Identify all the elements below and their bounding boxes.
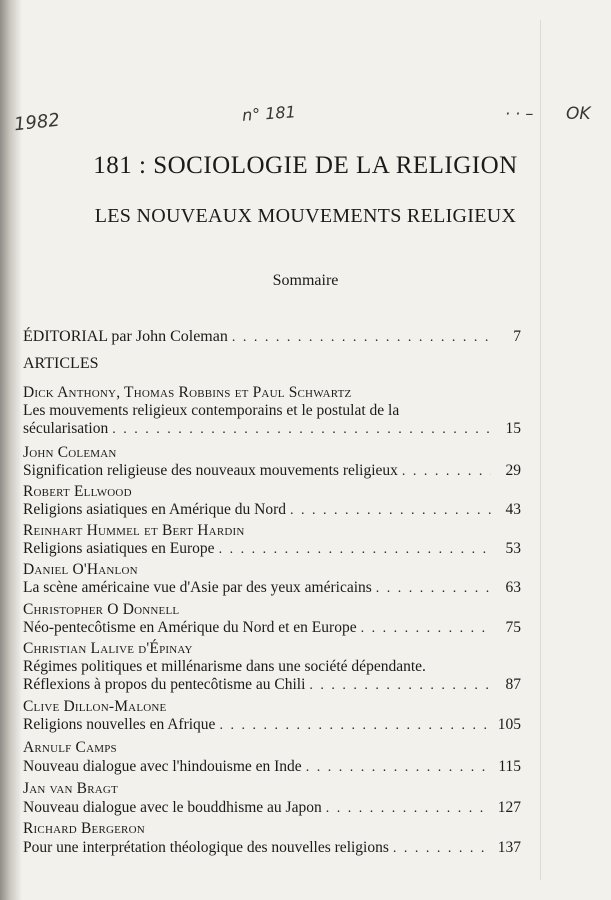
article-title: La scène américaine vue d'Asie par des yeux américains: [23, 579, 372, 596]
article-author: Clive Dillon-Malone: [23, 698, 167, 715]
dot-leader: [112, 425, 491, 435]
article-author: Daniel O'Hanlon: [23, 561, 138, 578]
article-author: Reinhart Hummel et Bert Hardin: [23, 522, 245, 539]
handwritten-marks: · · –: [505, 104, 534, 123]
toc-entry[interactable]: [23, 499, 521, 519]
article-title: Néo-pentecôtisme en Amérique du Nord et en Europe: [23, 619, 357, 636]
article-title-line[interactable]: Régimes politiques et millénarisme dans une société dépendante.: [23, 658, 426, 675]
dot-leader: [232, 333, 491, 343]
article-title-line: sécularisation: [23, 420, 109, 437]
page-number: 115: [498, 758, 521, 775]
page-number: 137: [497, 839, 521, 856]
article-author: Richard Bergeron: [23, 820, 145, 837]
dot-leader: [376, 584, 491, 594]
page-number: 127: [497, 799, 521, 816]
dot-leader: [402, 467, 491, 477]
page-number: 75: [505, 619, 521, 636]
toc-entry[interactable]: [23, 674, 521, 694]
toc-entry-editorial[interactable]: [23, 326, 521, 346]
dot-leader: [326, 804, 491, 814]
page-edge: [540, 20, 541, 880]
article-author: Christopher O Donnell: [23, 601, 180, 618]
article-title: Religions asiatiques en Europe: [23, 540, 215, 557]
dot-leader: [361, 624, 491, 634]
article-author: Christian Lalive d'Épinay: [23, 640, 193, 657]
article-author: John Coleman: [23, 444, 117, 461]
article-title: Nouveau dialogue avec l'hindouisme en Inde: [23, 758, 302, 775]
article-title: Pour une interprétation théologique des nouvelles religions: [23, 839, 389, 856]
dot-leader: [393, 844, 491, 854]
toc-entry[interactable]: [23, 538, 521, 558]
article-author: Jan van Bragt: [23, 780, 118, 797]
article-title: Signification religieuse des nouveaux mouvements religieux: [23, 462, 398, 479]
dot-leader: [306, 763, 491, 773]
book-spine-shadow: [0, 0, 22, 900]
article-author: Arnulf Camps: [23, 739, 117, 756]
toc-entry[interactable]: [23, 460, 521, 480]
section-heading-articles: ARTICLES: [23, 355, 99, 372]
dot-leader: [219, 545, 491, 555]
article-title: Religions asiatiques en Amérique du Nord: [23, 501, 287, 518]
dot-leader: [309, 681, 491, 691]
dot-leader: [219, 721, 491, 731]
toc-entry[interactable]: [23, 714, 521, 734]
toc-entry[interactable]: [23, 617, 521, 637]
page-number: 53: [505, 540, 521, 557]
handwritten-year: 1982: [13, 109, 61, 136]
toc-entry[interactable]: [23, 418, 521, 438]
toc-entry[interactable]: [23, 756, 521, 776]
toc-entry[interactable]: [23, 837, 521, 857]
page-number: 63: [505, 579, 521, 596]
article-author: Robert Ellwood: [23, 483, 132, 500]
page-subtitle: LES NOUVEAUX MOUVEMENTS RELIGIEUX: [94, 205, 517, 227]
article-title-line[interactable]: Les mouvements religieux contemporains et le postulat de la: [23, 402, 400, 419]
page-number: 105: [497, 716, 521, 733]
article-title-line: Réflexions à propos du pentecôtisme au Chili: [23, 676, 306, 693]
page-number: 29: [505, 462, 521, 479]
page-number: 7: [513, 328, 521, 345]
page-title: 181 : SOCIOLOGIE DE LA RELIGION: [93, 152, 518, 179]
article-title: Religions nouvelles en Afrique: [23, 716, 216, 733]
article-author: Dick Anthony, Thomas Robbins et Paul Schwartz: [23, 384, 352, 401]
sommaire-heading: Sommaire: [272, 272, 339, 289]
page-number: 87: [505, 676, 521, 693]
page-number: 15: [505, 420, 521, 437]
article-title: Nouveau dialogue avec le bouddhisme au Japon: [23, 799, 322, 816]
handwritten-ok: OK: [566, 104, 591, 124]
dot-leader: [290, 506, 491, 516]
editorial-label: ÉDITORIAL par John Coleman: [23, 328, 228, 345]
toc-entry[interactable]: [23, 797, 521, 817]
toc-entry[interactable]: [23, 577, 521, 597]
handwritten-issue-number: n° 181: [241, 102, 297, 125]
page-number: 43: [505, 501, 521, 518]
